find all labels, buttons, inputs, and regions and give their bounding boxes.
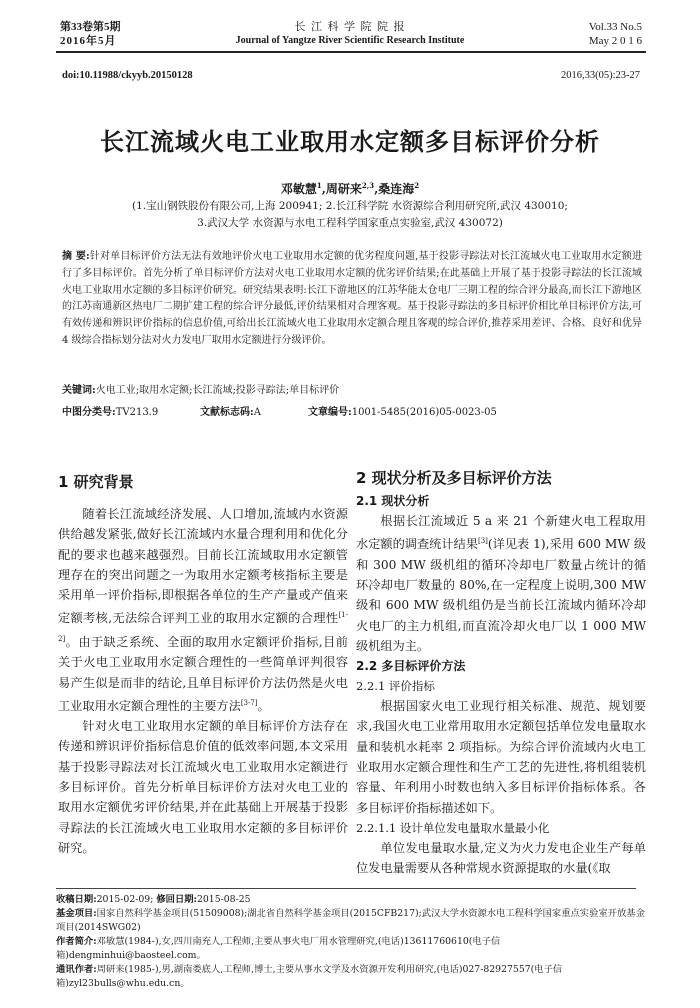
article-no-value: 1001-5485(2016)05-0023-05	[351, 407, 497, 418]
fund-info: 基金项目:国家自然科学基金项目(51509008);湖北省自然科学基金项目(2015CFB217);武汉大学水资源水电工程科学国家重点实验室开放基金项目(2014SWG02)	[56, 908, 645, 933]
left-paragraph-1: 随着长江流域经济发展、人口增加,流域内水资源供给越发紧张,做好长江流域内水量合理利用和优化分配的要求也越来越强烈。目前长江流域取用水定额管理存在的突出问题之一为取用水定额考核指标主要是采用单一评价指标,即根据各单位的生产产量或产值来定额考核,无法综合评判工业的取用水定额的合理性[1-2]。由于缺乏系统、全面的取用水定额评价指标,目前关于火电工业取用水定额合理性的一些简单评判很容易产生似是而非的结论,且单目标评价方法仍然是火电工业取用水定额合理性的主要方法[3-7]。	[58, 507, 348, 713]
author-2: 周研来	[325, 182, 362, 196]
clc-label: 中图分类号:	[62, 407, 116, 418]
ref-3: [3]	[477, 537, 488, 546]
author-3-sup: 2	[414, 181, 420, 190]
section-2-heading: 2 现状分析及多目标评价方法	[356, 469, 552, 487]
footnote-rule	[56, 888, 636, 889]
abstract	[62, 249, 642, 350]
footnotes	[56, 893, 646, 991]
article-no	[308, 403, 497, 418]
author-2-sup: 2,3	[361, 181, 375, 190]
keywords-label: 关键词:	[62, 385, 96, 396]
section-2-1-heading: 2.1 现状分析	[356, 494, 430, 508]
right-paragraph-2: 根据国家火电工业现行相关标准、规范、规划要求,我国火电工业常用取用水定额包括单位发电量取水量和装机水耗率 2 项指标。为综合评价流域内火电工业取用水定额合理性和生产工艺的先进性,将机组装机容量、年利用小时数也纳入多目标评价指标体系。各多目标评价指标描述如下。	[356, 699, 646, 815]
corresponding-author: 通讯作者:周研来(1985-),男,湖南娄底人,工程师,博士,主要从事水文学及水资源开发利用研究,(电话)027-82927557(电子信箱)zyl23bulls@whu.edu.cn。	[56, 964, 563, 989]
abstract-label: 摘 要:	[62, 251, 90, 262]
keywords-text: 火电工业;取用水定额;长江流域;投影寻踪法;单目标评价	[95, 385, 340, 396]
journal-title-en: Journal of Yangtze River Scientific Research Institute	[235, 35, 465, 46]
section-1-heading: 1 研究背景	[58, 473, 134, 491]
doc-code-value: A	[253, 407, 261, 418]
article-no-label: 文章编号:	[308, 407, 352, 418]
authors-line: 邓敏慧$^1$,周研来$^{2,3}$,桑连海$^2$	[280, 181, 420, 196]
issue-label: 第33卷第5期	[60, 21, 121, 33]
date-label: 2016年5月	[60, 35, 117, 47]
right-column	[356, 467, 646, 879]
section-2-2-1-1-heading: 2.2.1.1 设计单位发电量取水量最小化	[356, 820, 550, 835]
author-3: 桑连海	[378, 182, 415, 196]
section-2-2-heading: 2.2 多目标评价方法	[356, 659, 466, 674]
left-column	[58, 471, 348, 858]
volume-label: Vol.33 No.5	[588, 21, 642, 33]
doi: doi:10.11988/ckyyb.20150128	[62, 70, 193, 81]
journal-title-cn: 长 江 科 学 院 院 报	[294, 20, 406, 33]
abstract-text: 针对单目标评价方法无法有效地评价火电工业取用水定额的优劣程度问题,基于投影寻踪法对长江流域火电工业取用水定额进行了多目标评价。首先分析了单目标评价方法对火电工业取用水定额的优劣评价结果;在此基础上开展了基于投影寻踪法的长江流域火电工业取用水定额的多目标评价研究。研究结果表明:长江下游地区的江苏华能太仓电厂三期工程的综合评分最高,而长江下游地区的江苏南通新区热电厂二期扩建工程的综合评分最低,评价结果相对合理客观。基于投影寻踪法的多目标评价相比单目标评价方法,可有效传递和辨识评价指标的信息价值,可给出长江流域火电工业取用水定额合理且客观的综合评价,推荐采用差评、合格、良好和优异 4 级综合指标划分法对火力发电厂取用水定额进行分级评价。	[62, 251, 642, 346]
section-2-2-1-heading: 2.2.1 评价指标	[356, 679, 435, 694]
right-paragraph-1: 根据长江流域近 5 a 来 21 个新建火电工程取用水定额的调查统计结果[3](详见表 1),采用 600 MW 级和 300 MW 级机组的循环冷却电厂数量占统计的循环冷却电厂数量的 80%,在一定程度上说明,300 MW 级和 600 MW 级机组仍是当前长江流域内循环冷却火电厂的主力机组,而直流冷却火电厂以 1 000 MW 级机组为主。	[356, 514, 647, 653]
affiliation-2: 3.武汉大学 水资源与水电工程科学国家重点实验室,武汉 430072)	[197, 217, 503, 229]
doc-code-label: 文献标志码:	[200, 407, 254, 418]
affiliation-1: (1.宝山钢铁股份有限公司,上海 200941; 2.长江科学院 水资源综合利用研究所,武汉 430010;	[132, 200, 568, 212]
clc-value: TV213.9	[115, 407, 159, 418]
author-1: 邓敏慧	[280, 182, 317, 196]
left-paragraph-2: 针对火电工业取用水定额的单目标评价方法存在传递和辨识评价指标信息价值的低效率问题,本文采用基于投影寻踪法对长江流域火电工业取用水定额进行多目标评价。首先分析单目标评价方法对火电工业的取用水定额优劣评价结果,并在此基础上开展基于投影寻踪法的长江流域火电工业取用水定额的多目标评价研究。	[58, 719, 348, 855]
clc	[62, 403, 158, 418]
right-paragraph-3: 单位发电量取水量,定义为火力发电企业生产每单位发电量需要从各种常规水资源提取的水量(《取	[356, 840, 646, 876]
keywords	[62, 383, 642, 400]
date-en-label: May 2 0 1 6	[588, 35, 642, 47]
paper-title: 长江流域火电工业取用水定额多目标评价分析	[100, 127, 600, 156]
author-1-sup: 1	[316, 181, 322, 190]
ref-3-7: [3-7]	[240, 698, 258, 707]
ref-1-2: [1-2]	[58, 611, 348, 643]
received-date: 收稿日期:2015-02-09; 修回日期:2015-08-25	[56, 894, 251, 905]
citation: 2016,33(05):23-27	[560, 70, 640, 81]
author-info: 作者简介:邓敏慧(1984-),女,四川南充人,工程师,主要从事火电厂用水管理研究,(电话)13611760610(电子信箱)dengminhui@baosteel.com。	[56, 936, 501, 961]
doc-code	[200, 403, 261, 418]
header-rule	[56, 51, 646, 53]
